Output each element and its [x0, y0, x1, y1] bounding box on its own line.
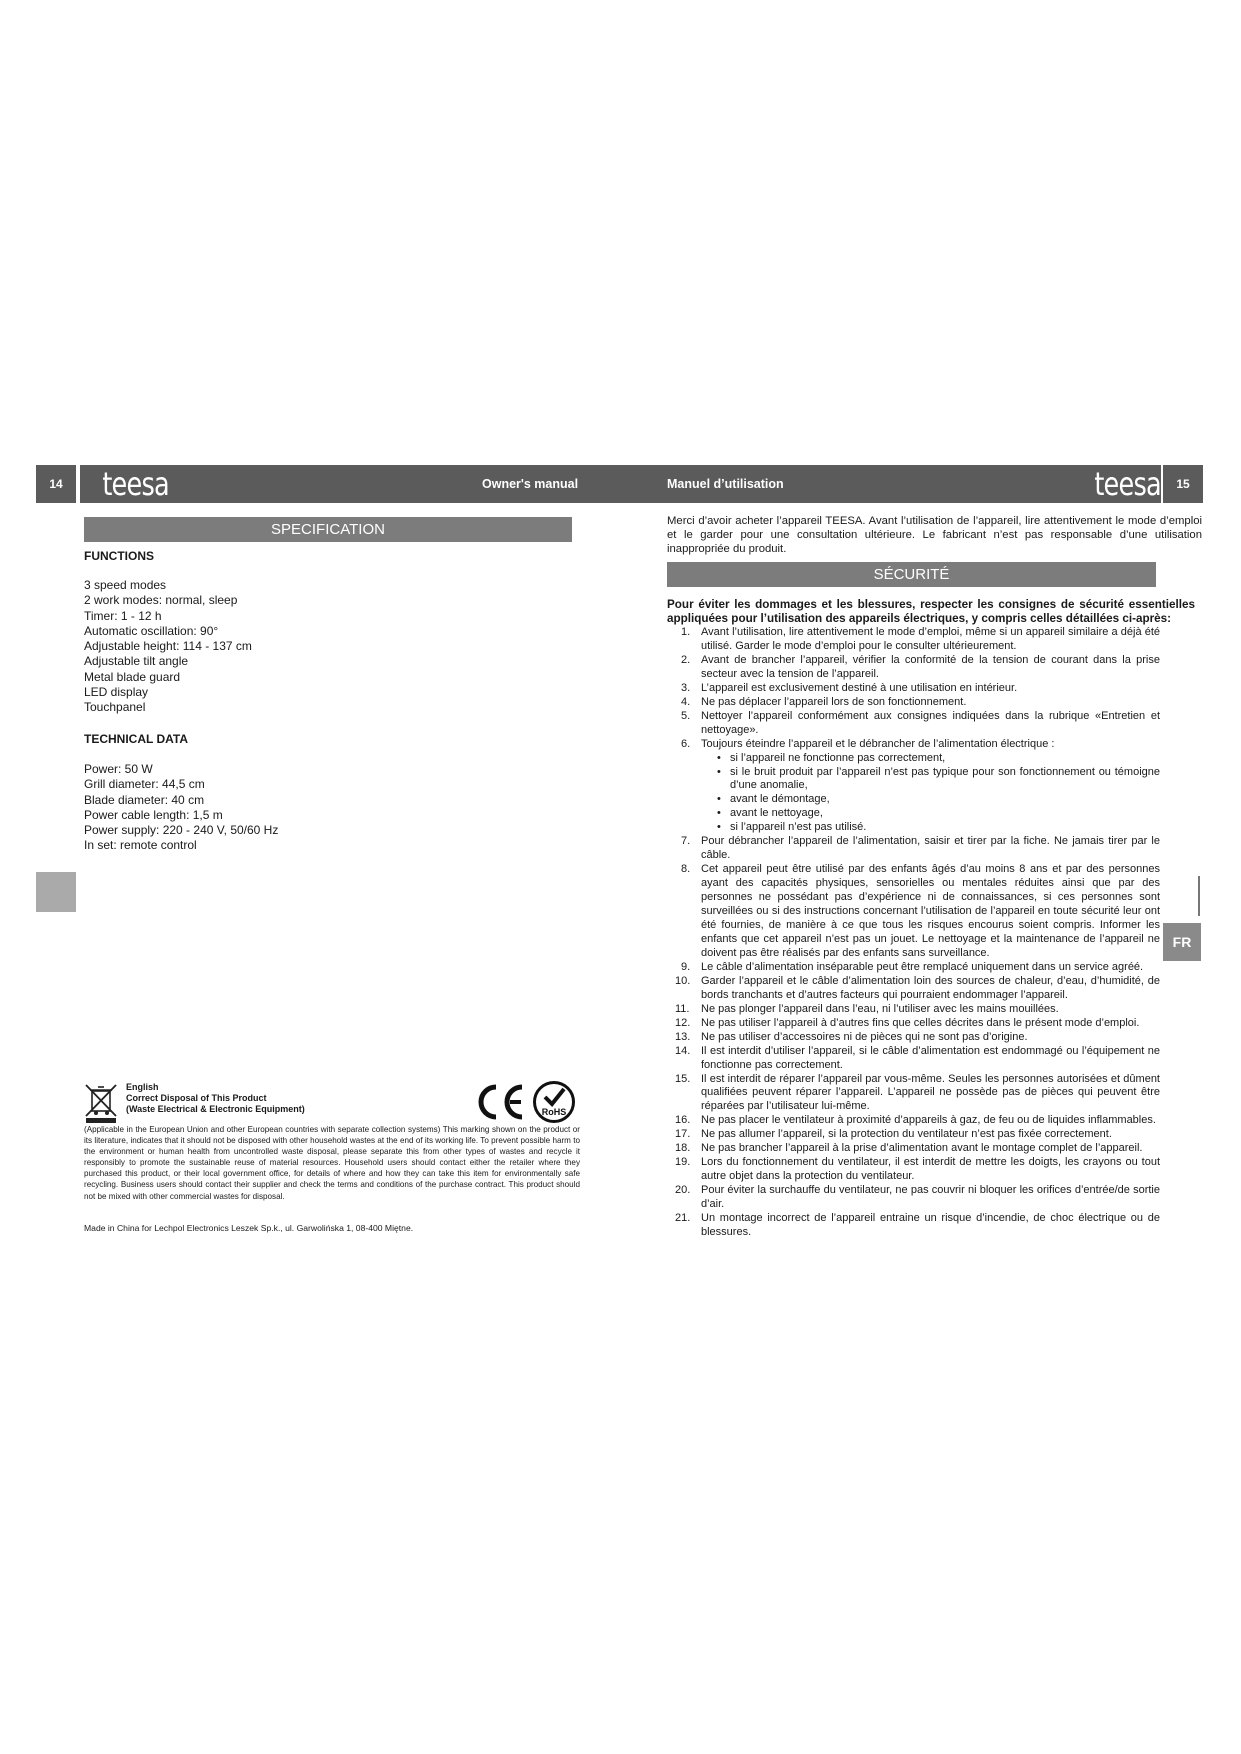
list-item: 21. Un montage incorrect de l’appareil entraine un risque d’incendie, de choc électrique ou de blessures.	[675, 1212, 1160, 1238]
list-item: 14. Il est interdit d’utiliser l’appareil, si le câble d’alimentation est endommagé ou l’équipement ne fonctionne pas correctement.	[675, 1044, 1160, 1071]
securite-title: SÉCURITÉ	[667, 562, 1156, 587]
list-item: 17. Ne pas allumer l’appareil, si la protection du ventilateur n’est pas fixée correctement.	[675, 1128, 1112, 1141]
right-page-number: 15	[1163, 465, 1203, 503]
rohs-text: RoHS	[541, 1107, 567, 1117]
bullet-item: • avant le démontage,	[717, 793, 830, 806]
left-page-title: Owner's manual	[482, 477, 579, 491]
list-item: 7. Pour débrancher l’appareil de l’alimentation, saisir et tirer par la fiche. Ne jamais tirer par le câble.	[681, 835, 1160, 862]
list-item: 6. Toujours éteindre l’appareil et le débrancher de l’alimentation électrique :	[681, 737, 1055, 750]
specification-title: SPECIFICATION	[84, 517, 572, 542]
disposal-subtitle: (Waste Electrical & Electronic Equipment)	[126, 1104, 305, 1114]
right-page-title: Manuel d’utilisation	[667, 477, 784, 491]
side-tab-left	[36, 872, 76, 912]
disposal-title: Correct Disposal of This Product	[126, 1093, 267, 1103]
list-item: 12. Ne pas utiliser l’appareil à d’autres fins que celles décrites dans le présent mode d’emploi.	[675, 1016, 1140, 1029]
bullet-item: • avant le nettoyage,	[717, 807, 823, 820]
rohs-mark-icon	[532, 1080, 576, 1124]
functions-heading: FUNCTIONS	[84, 549, 154, 563]
list-item: 16. Ne pas placer le ventilateur à proximité d’appareils à gaz, de feu ou de liquides inflammables.	[675, 1114, 1156, 1127]
list-item: 13. Ne pas utiliser d’accessoires ni de pièces qui ne sont pas d’origine.	[675, 1030, 1028, 1043]
disposal-heading	[126, 1082, 305, 1115]
list-item: 5. Nettoyer l’appareil conformément aux consignes indiquées dans la rubrique «Entretien et nettoyage».	[681, 709, 1160, 736]
technical-data-heading: TECHNICAL DATA	[84, 732, 188, 746]
bullet-item: • si l’appareil n’est pas utilisé.	[717, 821, 867, 834]
list-item: 20. Pour éviter la surchauffe du ventilateur, ne pas couvrir ni bloquer les orifices d’entrée/de sortie d’air.	[675, 1184, 1160, 1211]
list-item: 3 speed modes	[84, 578, 167, 592]
list-item: Timer: 1 - 12 h	[84, 608, 162, 623]
teesa-logo-right: teesa	[1094, 465, 1161, 503]
list-item: Power supply: 220 - 240 V, 50/60 Hz	[84, 823, 279, 838]
language-tab-fr: FR	[1163, 923, 1201, 961]
list-item: Power: 50 W	[84, 762, 153, 776]
disposal-paragraph: (Applicable in the European Union and other European countries with separate collection systems) This marking shown on the product or its literature, indicates that it should not be disposed with other household wastes at the end of its working life. To prevent possible harm to the environment or human health from uncontrolled waste disposal, please separate this from other types of wastes and recycle it responsibly to promote the sustainable reuse of material resources. Household users should contact either the retailer where they purchased this product, or their local government office, for details of where and how they can take this item for environmentally safe recycling. Business users should contact their supplier and check the terms and conditions of the purchase contract. This product should not be mixed with other commercial wastes for disposal.	[84, 1125, 580, 1201]
list-item: 8. Cet appareil peut être utilisé par des enfants âgés d’au moins 8 ans et par des personnes ayant des capacités physiques, sensorielles ou mentales réduites ainsi que par des personnes ne possédant pas d’expérience ni de connaissances, si ces personnes sont surveillées ou si des instructions concernant l’utilisation de l’appareil en toute sécurité leur ont été fournies, de manière à ce que tous les risques encourus soient compris. Informer les enfants que cet appareil n’est pas un jouet. Le nettoyage et la maintenance de l’appareil ne doivent pas être réalisés par des enfants sans surveillance.	[681, 863, 1160, 959]
list-item: 9. Le câble d’alimentation inséparable peut être remplacé uniquement dans un service agréé.	[681, 960, 1144, 973]
functions-list	[84, 578, 252, 716]
list-item: Metal blade guard	[84, 669, 181, 684]
left-page-number: 14	[36, 465, 76, 503]
list-item: 2. Avant de brancher l’appareil, vérifier la conformité de la tension de courant dans la prise secteur avec la tension de l’appareil.	[681, 653, 1160, 680]
list-item: 3. L’appareil est exclusivement destiné à une utilisation en intérieur.	[681, 681, 1018, 694]
teesa-logo-left: teesa	[102, 465, 169, 503]
technical-data-list	[84, 762, 278, 854]
intro-paragraph: Merci d’avoir acheter l’appareil TEESA. Avant l’utilisation de l’appareil, lire attentivement le mode d’emploi et le garder pour une consultation ultérieure. Le fabricant n’est pas responsable d’une utilisation inappropriée du produit.	[667, 515, 1202, 555]
list-item: LED display	[84, 685, 149, 700]
list-item: In set: remote control	[84, 838, 197, 853]
bullet-item: • si l’appareil ne fonctionne pas correctement,	[717, 751, 946, 764]
safety-list	[675, 626, 1160, 1240]
list-item: 2 work modes: normal, sleep	[84, 593, 238, 608]
list-item: Automatic oscillation: 90°	[84, 623, 219, 638]
list-item: Blade diameter: 40 cm	[84, 792, 205, 807]
bullet-item: • si le bruit produit par l’appareil n’est pas typique pour son fonctionnement ou témoigne d’une anomalie,	[717, 765, 1160, 792]
list-item: Power cable length: 1,5 m	[84, 807, 223, 822]
list-item: Touchpanel	[84, 700, 146, 715]
warning-heading: Pour éviter les dommages et les blessures, respecter les consignes de sécurité essentielles appliquées pour l’utilisation des appareils électriques, y compris celles détaillées ci-après:	[667, 598, 1195, 625]
ce-mark-icon	[474, 1082, 526, 1122]
list-item: 10. Garder l’appareil et le câble d’alimentation loin des sources de chaleur, d’eau, d’humidité, de bords tranchants et d’autres facteurs qui pourraient endommager l’appareil.	[675, 974, 1160, 1001]
list-item: 1. Avant l’utilisation, lire attentivement le mode d’emploi, même si un appareil similaire a déjà été utilisé. Garder le mode d’emploi pour le consulter ultérieurement.	[681, 626, 1160, 652]
side-divider-line	[1198, 876, 1200, 916]
crossed-bin-icon	[84, 1083, 118, 1123]
list-item: Adjustable tilt angle	[84, 654, 189, 669]
made-in-note: Made in China for Lechpol Electronics Leszek Sp.k., ul. Garwolińska 1, 08-400 Miętne.	[84, 1223, 414, 1233]
list-item: 18. Ne pas brancher l’appareil à la prise d’alimentation avant le montage complet de l’appareil.	[675, 1142, 1143, 1155]
list-item: 11. Ne pas plonger l’appareil dans l’eau, ni l’utiliser avec les mains mouillées.	[675, 1002, 1059, 1015]
list-item: 15. Il est interdit de réparer l’appareil par vous-même. Seules les personnes autorisées et dûment qualifiées peuvent réparer l’appareil. L’appareil ne possède pas de pièces qui peuvent être réparées par l’utilisateur lui-même.	[675, 1072, 1160, 1113]
disposal-language: English	[126, 1082, 159, 1092]
list-item: Grill diameter: 44,5 cm	[84, 777, 205, 792]
header-bar	[80, 465, 1161, 503]
list-item: 4. Ne pas déplacer l’appareil lors de son fonctionnement.	[681, 695, 967, 708]
list-item: 19. Lors du fonctionnement du ventilateur, il est interdit de mettre les doigts, les crayons ou tout autre objet dans la protection du ventilateur.	[675, 1156, 1160, 1183]
list-item: Adjustable height: 114 - 137 cm	[84, 639, 252, 654]
